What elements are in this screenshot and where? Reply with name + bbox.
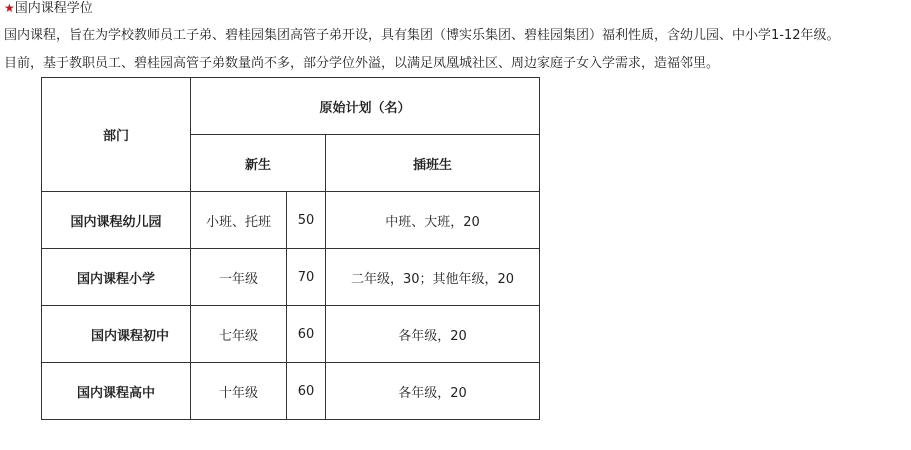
header-transfer: 插班生: [326, 135, 540, 192]
grade-cell: 一年级: [191, 249, 287, 306]
count-cell: 60: [287, 363, 326, 420]
transfer-cell: 各年级，20: [326, 363, 540, 420]
intro-line-1: 国内课程，旨在为学校教师员工子弟、碧桂园集团高管子弟开设，具有集团（博实乐集团、碧桂园集团）福利性质，含幼儿园、中小学1-12年级。: [4, 28, 840, 43]
section-title: 国内课程学位: [14, 1, 93, 16]
table-row: [42, 249, 540, 306]
star-icon: ★: [4, 1, 15, 15]
dept-cell: 国内课程小学: [42, 249, 191, 306]
table-row: [42, 306, 540, 363]
header-plan: 原始计划（名）: [191, 78, 540, 135]
header-dept: 部门: [42, 78, 191, 192]
table-row: [42, 363, 540, 420]
enrollment-plan-table: [41, 77, 540, 420]
transfer-cell: 中班、大班，20: [326, 192, 540, 249]
table-row: [42, 192, 540, 249]
intro-line-2: 目前，基于教职员工、碧桂园高管子弟数量尚不多，部分学位外溢，以满足凤凰城社区、周边家庭子女入学需求，造福邻里。: [4, 56, 720, 71]
table-header-row: [42, 78, 540, 135]
transfer-cell: 各年级，20: [326, 306, 540, 363]
transfer-cell: 二年级，30；其他年级，20: [326, 249, 540, 306]
grade-cell: 七年级: [191, 306, 287, 363]
dept-cell: 国内课程幼儿园: [42, 192, 191, 249]
count-cell: 50: [287, 192, 326, 249]
dept-cell: 国内课程高中: [42, 363, 191, 420]
grade-cell: 十年级: [191, 363, 287, 420]
count-cell: 70: [287, 249, 326, 306]
dept-cell: 国内课程初中: [42, 306, 191, 363]
section-heading: [4, 0, 93, 17]
grade-cell: 小班、托班: [191, 192, 287, 249]
count-cell: 60: [287, 306, 326, 363]
header-new: 新生: [191, 135, 326, 192]
